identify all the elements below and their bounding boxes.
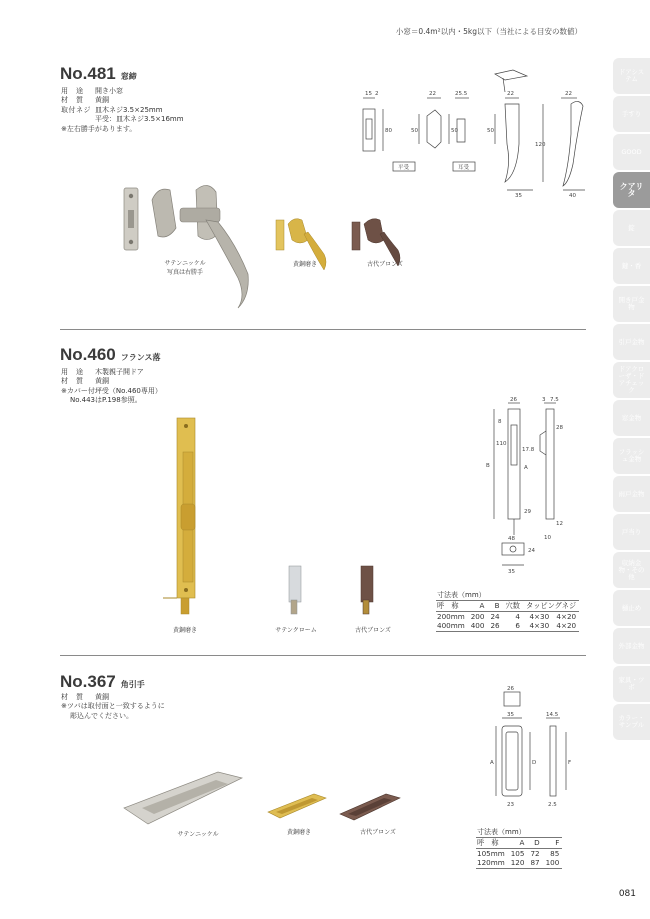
chrome-bolt-tip [291, 600, 297, 614]
dim-label: 50 [451, 128, 458, 134]
flat-receiver-label: 平受 [398, 165, 410, 171]
nickel-latch-tongue [180, 208, 220, 222]
spec-value: 黄銅 [95, 377, 109, 386]
spec-value: 平受：皿木ネジ3.5×16mm [95, 115, 184, 124]
section-367-subtitle: 角引手 [120, 680, 145, 689]
pull-top-view [504, 692, 520, 706]
dim-label: 7.5 [550, 397, 559, 403]
table-cell: 4×30 4×20 [529, 611, 577, 621]
side-tab-door-closer[interactable] [613, 362, 650, 398]
spec-row [61, 368, 162, 377]
table-header-row [436, 601, 579, 612]
dim-label: 10 [544, 535, 551, 541]
side-tab-hinged-door[interactable] [613, 286, 650, 322]
dim-label: 24 [528, 548, 535, 554]
spec-value: 木製親子開ドア [95, 368, 144, 376]
pull-inner-view [506, 732, 518, 790]
page-number: 081 [618, 889, 636, 899]
receiver-hole [510, 546, 516, 552]
spec-note: ※左右勝手があります。 [61, 124, 137, 133]
dim-label: 48 [508, 536, 515, 542]
dim-label: 3 [542, 397, 546, 403]
side-tab-label: カラー・サンプル [618, 714, 645, 729]
strike-slot-drawing [366, 119, 372, 139]
table-367-caption: 寸法表（mm） [477, 828, 526, 836]
table-cell: 105 [510, 848, 525, 858]
ear-receiver-drawing [457, 119, 465, 142]
section-divider [60, 329, 586, 330]
spec-note: 彫込んでください。 [70, 711, 133, 720]
section-481-drawing [355, 64, 595, 199]
table-header: A [479, 601, 485, 610]
side-tab-label: 開き戸金物 [618, 296, 645, 311]
side-tab-exterior[interactable] [613, 628, 650, 664]
dim-label: 35 [508, 569, 515, 575]
dim-label: A [490, 760, 494, 766]
table-cell: 26 [490, 621, 500, 631]
side-tab-label: 外部金物 [618, 641, 645, 650]
dim-label: 35 [515, 193, 522, 199]
dim-label: 50 [411, 128, 418, 134]
dim-label: 26 [507, 686, 514, 692]
dim-label: 12 [556, 521, 563, 527]
dim-label: F [568, 760, 572, 766]
side-tab-furniture[interactable] [613, 666, 650, 702]
side-tab-label: クアリタ [619, 182, 644, 198]
bronze-strike-plate [352, 222, 360, 250]
dim-label: 110 [496, 441, 507, 447]
dim-label: A [524, 465, 528, 471]
table-header: D [534, 838, 540, 847]
pull-side-view [550, 726, 556, 796]
spec-row [61, 115, 184, 124]
top-note: 小窓＝0.4m²以内・5kg以下（当社による目安の数値） [395, 27, 582, 36]
bronze-bolt [361, 566, 373, 602]
table-cell: 120mm [477, 858, 505, 868]
table-row [476, 848, 562, 858]
section-367-title [60, 672, 145, 692]
spec-key: 用 途 [61, 87, 84, 95]
screw-hole [184, 588, 188, 592]
side-tab-sliding-door[interactable] [613, 324, 650, 360]
spec-value: 黄銅 [95, 693, 109, 701]
dim-label: B [486, 463, 490, 469]
side-index-tabs [613, 58, 650, 742]
section-367-specs [61, 693, 165, 721]
caption-460-chrome: サテンクローム [275, 627, 317, 634]
brass-bolt-lever [181, 504, 195, 530]
section-481-photos [118, 178, 418, 318]
spec-key: 用 途 [61, 368, 84, 376]
bronze-latch-body [364, 219, 384, 243]
table-header-row [476, 838, 562, 849]
dim-label: 28 [556, 425, 563, 431]
dim-label: 29 [524, 509, 531, 515]
latch-front-drawing [505, 104, 519, 182]
side-tab-label: ドアシステム [618, 68, 645, 83]
spec-row [61, 693, 165, 702]
section-481-title [60, 64, 137, 84]
side-tab-label: 鍵・香 [621, 261, 642, 270]
dim-label: 40 [569, 193, 576, 199]
table-460-caption: 寸法表（mm） [437, 591, 486, 599]
caption-367-nickel: サテンニッケル [177, 831, 219, 838]
dim-label: 17.8 [522, 447, 535, 453]
caption-481-bronze: 古代ブロンズ [367, 261, 403, 268]
dim-label: 22 [565, 91, 572, 97]
dim-label: 25.5 [455, 91, 468, 97]
side-tab-flush[interactable] [613, 438, 650, 474]
bolt-slot-drawing [511, 425, 517, 465]
side-tab-label: 戸当り [621, 527, 642, 536]
table-cell: 72 [530, 848, 540, 858]
bolt-front-drawing [508, 409, 520, 519]
spec-note: ※ツバは取付面と一致するように [61, 702, 165, 711]
spec-note: ※カバー付坪受（No.460専用） [61, 386, 162, 395]
caption-460-brass: 黄銅磨き [172, 627, 197, 634]
dim-label: 8 [498, 419, 502, 425]
side-tab-label: フラッシュ金物 [618, 448, 645, 463]
table-header: 呼 称 [477, 838, 499, 847]
dim-label: 2.5 [548, 802, 557, 808]
table-cell: 4×30 4×20 [529, 621, 577, 631]
nickel-latch-body [152, 189, 176, 237]
dim-label: 15 [365, 91, 372, 97]
table-cell: 200 [470, 611, 485, 621]
table-460 [436, 600, 579, 632]
section-367-number: No.367 [60, 672, 116, 691]
side-tab-label: 引戸金物 [618, 337, 645, 346]
screw-hole [129, 194, 133, 198]
side-tab-label: 手すり [621, 109, 642, 118]
side-tab-key[interactable] [613, 248, 650, 284]
table-cell: 120 [510, 858, 525, 868]
chrome-bolt [289, 566, 301, 602]
latch-side-drawing [563, 101, 583, 186]
section-367-drawing [490, 686, 590, 811]
side-tab-label: GOOD [621, 147, 642, 156]
ear-receiver-label: 耳受 [458, 165, 470, 171]
section-481-subtitle: 窓締 [120, 72, 137, 81]
table-header: F [555, 838, 560, 847]
table-cell: 85 [550, 848, 560, 858]
table-367 [476, 837, 562, 869]
side-tab-storage[interactable] [613, 552, 650, 588]
section-460-title [60, 345, 161, 365]
table-header: A [519, 838, 525, 847]
section-481-specs [61, 87, 184, 134]
caption-481-nickel [150, 258, 220, 276]
strike-slot [128, 210, 134, 228]
spec-value: 開き小窓 [95, 87, 123, 95]
caption-note: 写真は右勝手 [166, 269, 203, 276]
dim-label: 22 [429, 91, 436, 97]
side-tab-good[interactable] [613, 134, 650, 170]
table-header: B [494, 601, 500, 610]
side-tab-door-system[interactable] [613, 58, 650, 94]
pull-front-view [502, 726, 522, 796]
caption-367-brass: 黄銅磨き [286, 829, 311, 836]
bolt-lever-drawing [540, 431, 546, 455]
section-460-photos [155, 412, 395, 622]
dim-label: 22 [507, 91, 514, 97]
table-cell: 24 [490, 611, 500, 621]
side-tab-label: 雨戸金物 [618, 489, 645, 498]
caption-367-bronze: 古代ブロンズ [360, 829, 396, 836]
table-header: タッピングネジ [526, 601, 577, 610]
dim-label: 14.5 [546, 712, 559, 718]
dim-label: 50 [487, 128, 494, 134]
section-460-number: No.460 [60, 345, 116, 364]
section-481-number: No.481 [60, 64, 116, 83]
section-460-subtitle: フランス落 [120, 353, 161, 362]
side-tab-label: ドアクローザ・ドアチェック [618, 365, 645, 394]
side-tab-color-sample[interactable] [613, 704, 650, 740]
strike-plate-drawing [363, 109, 375, 151]
screw-hole [184, 424, 188, 428]
spec-key [61, 115, 95, 124]
section-460-drawing [480, 395, 590, 580]
bronze-bolt-tip [363, 600, 369, 614]
table-cell: 4 [515, 611, 520, 621]
section-divider [60, 655, 586, 656]
table-row [436, 621, 579, 631]
flat-receiver-drawing [427, 110, 441, 148]
table-header: 呼 称 [437, 601, 459, 610]
spec-row [61, 96, 184, 105]
dim-label: D [532, 760, 537, 766]
spec-key: 取付ネジ [61, 105, 91, 114]
spec-key: 材 質 [61, 96, 84, 105]
dim-label: 35 [507, 712, 514, 718]
side-tab-label: 樋止め [621, 603, 642, 612]
spec-key: 材 質 [61, 377, 84, 386]
table-cell: 400mm [437, 621, 465, 631]
side-tab-door-stop[interactable] [613, 514, 650, 550]
plan-view-handle [495, 70, 527, 80]
table-header: 穴数 [505, 601, 520, 610]
side-tab-window[interactable] [613, 400, 650, 436]
screw-hole [129, 240, 133, 244]
dim-label: 2 [375, 91, 379, 97]
brass-bolt-tip [181, 598, 189, 614]
side-tab-gutter[interactable] [613, 590, 650, 626]
table-row [436, 611, 579, 621]
bolt-side-drawing [546, 409, 554, 519]
spec-value: 皿木ネジ3.5×25mm [95, 105, 163, 114]
table-row [476, 858, 562, 868]
spec-key: 材 質 [61, 693, 84, 701]
spec-row [61, 377, 162, 386]
caption-481-brass: 黄銅磨き [292, 261, 317, 268]
dim-label: 26 [510, 397, 517, 403]
caption-460-bronze: 古代ブロンズ [355, 627, 391, 634]
dim-label: 120 [535, 142, 546, 148]
caption-text: サテンニッケル [164, 260, 206, 267]
spec-row [61, 87, 184, 96]
receiver-drawing [502, 543, 524, 555]
table-cell: 400 [470, 621, 485, 631]
side-tab-label: 家具・ツボ [618, 676, 645, 691]
section-460-specs [61, 368, 162, 406]
table-cell: 6 [515, 621, 520, 631]
spec-value: 黄銅 [95, 96, 109, 105]
spec-note: No.443はP.198参照。 [70, 396, 142, 405]
dim-label: 23 [507, 802, 514, 808]
dim-label: 80 [385, 128, 392, 134]
side-tab-qualita[interactable] [613, 172, 650, 208]
side-tab-shutter[interactable] [613, 476, 650, 512]
side-tab-lock[interactable] [613, 210, 650, 246]
table-cell: 87 [530, 858, 540, 868]
brass-latch-body [288, 219, 308, 243]
spec-row [61, 106, 184, 115]
side-tab-label: 収納金物・その他 [618, 558, 645, 581]
table-cell: 100 [545, 858, 560, 868]
table-cell: 200mm [437, 611, 465, 621]
side-tab-handrail[interactable] [613, 96, 650, 132]
table-cell: 105mm [477, 848, 505, 858]
side-tab-label: 窓金物 [621, 413, 642, 422]
side-tab-label: 錠 [628, 223, 635, 232]
brass-strike-plate [276, 220, 284, 250]
